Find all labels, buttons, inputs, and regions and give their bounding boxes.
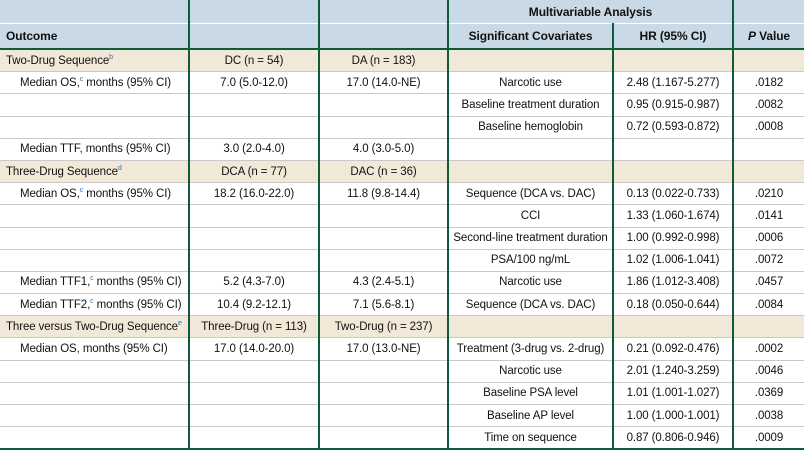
hr-cell: 1.86 (1.012-3.408)	[613, 271, 733, 293]
header-blank-1	[0, 0, 189, 24]
outcome-label: Median TTF, months (95% CI)	[20, 143, 171, 156]
header-blank-2	[189, 0, 319, 24]
outcome-label-suffix: months (95% CI)	[83, 187, 172, 200]
group-a-value	[189, 427, 319, 450]
hr-cell	[613, 160, 733, 182]
covariates-column-header: Significant Covariates	[448, 24, 613, 50]
outcome-cell	[0, 338, 189, 360]
table-row	[0, 116, 804, 138]
group-a-value: 5.2 (4.3-7.0)	[189, 271, 319, 293]
covariate-cell: Baseline treatment duration	[448, 94, 613, 116]
group-a-value: DCA (n = 77)	[189, 160, 319, 182]
p-value-cell: .0046	[733, 360, 804, 382]
hr-cell: 0.87 (0.806-0.946)	[613, 427, 733, 450]
covariate-cell: Sequence (DCA vs. DAC)	[448, 183, 613, 205]
hr-cell	[613, 138, 733, 160]
table-row	[0, 427, 804, 450]
table-row	[0, 72, 804, 94]
outcome-label: Median TTF1,	[20, 276, 91, 289]
group-b-value	[319, 382, 448, 404]
p-value-cell	[733, 138, 804, 160]
outcome-label: Median OS, months (95% CI)	[20, 343, 168, 356]
outcome-label: Three versus Two-Drug Sequence	[6, 320, 178, 333]
table-body	[0, 49, 804, 449]
outcome-cell	[0, 249, 189, 271]
group-row	[0, 160, 804, 182]
outcome-label-suffix: months (95% CI)	[93, 276, 182, 289]
table-row	[0, 249, 804, 271]
p-value-cell: .0210	[733, 183, 804, 205]
p-value-cell: .0457	[733, 271, 804, 293]
outcome-column-header: Outcome	[0, 24, 189, 50]
hr-cell: 1.02 (1.006-1.041)	[613, 249, 733, 271]
group-b-value	[319, 360, 448, 382]
covariate-cell: Narcotic use	[448, 72, 613, 94]
group-b-value: 4.3 (2.4-5.1)	[319, 271, 448, 293]
group-b-value: DAC (n = 36)	[319, 160, 448, 182]
outcome-cell	[0, 72, 189, 94]
p-value-cell: .0141	[733, 205, 804, 227]
group-a-value: 7.0 (5.0-12.0)	[189, 72, 319, 94]
p-value-cell: .0038	[733, 405, 804, 427]
group-b-value	[319, 227, 448, 249]
group-b-value	[319, 205, 448, 227]
outcome-cell	[0, 94, 189, 116]
header-row-columns	[0, 24, 804, 50]
hr-cell: 1.33 (1.060-1.674)	[613, 205, 733, 227]
group-b-value: 17.0 (14.0-NE)	[319, 72, 448, 94]
hr-cell: 1.00 (1.000-1.001)	[613, 405, 733, 427]
table-row	[0, 382, 804, 404]
multivariable-analysis-heading: Multivariable Analysis	[448, 0, 733, 24]
group-b-value: 4.0 (3.0-5.0)	[319, 138, 448, 160]
covariate-cell: Baseline PSA level	[448, 382, 613, 404]
p-rest: Value	[755, 29, 790, 43]
p-value-cell: .0006	[733, 227, 804, 249]
footnote-marker[interactable]: c	[79, 186, 84, 194]
outcome-cell	[0, 116, 189, 138]
hr-cell: 0.13 (0.022-0.733)	[613, 183, 733, 205]
hr-cell	[613, 49, 733, 72]
table-row	[0, 138, 804, 160]
outcome-cell	[0, 227, 189, 249]
footnote-marker[interactable]: c	[90, 275, 94, 283]
covariate-cell	[448, 316, 613, 338]
group-b-value	[319, 405, 448, 427]
group-a-value	[189, 382, 319, 404]
hr-cell: 1.01 (1.001-1.027)	[613, 382, 733, 404]
outcome-cell	[0, 405, 189, 427]
group-a-value: Three-Drug (n = 113)	[189, 316, 319, 338]
group-b-value	[319, 427, 448, 450]
group-b-value: Two-Drug (n = 237)	[319, 316, 448, 338]
footnote-marker[interactable]: c	[79, 75, 84, 83]
footnote-marker[interactable]: d	[117, 164, 122, 172]
outcome-label: Median OS,	[20, 187, 80, 200]
group-b-value: DA (n = 183)	[319, 49, 448, 72]
table-row	[0, 183, 804, 205]
table-row	[0, 360, 804, 382]
outcome-label: Median OS,	[20, 76, 80, 89]
outcome-cell	[0, 183, 189, 205]
hr-cell: 0.18 (0.050-0.644)	[613, 294, 733, 316]
outcome-label: Two-Drug Sequence	[6, 54, 110, 67]
table-row	[0, 294, 804, 316]
table-row	[0, 94, 804, 116]
column-header-blank-2	[189, 24, 319, 50]
table-row	[0, 227, 804, 249]
p-value-cell: .0072	[733, 249, 804, 271]
p-value-cell: .0009	[733, 427, 804, 450]
p-value-cell: .0082	[733, 94, 804, 116]
hr-cell: 0.72 (0.593-0.872)	[613, 116, 733, 138]
header-blank-3	[319, 0, 448, 24]
outcome-label: Median TTF2,	[20, 298, 91, 311]
outcome-cell	[0, 316, 189, 338]
covariate-cell	[448, 138, 613, 160]
hr-cell: 2.48 (1.167-5.277)	[613, 72, 733, 94]
group-a-value	[189, 405, 319, 427]
outcome-cell	[0, 360, 189, 382]
outcome-cell	[0, 427, 189, 450]
p-value-cell	[733, 160, 804, 182]
p-value-cell: .0002	[733, 338, 804, 360]
p-letter: P	[748, 29, 756, 43]
group-a-value	[189, 205, 319, 227]
p-value-cell: .0182	[733, 72, 804, 94]
outcome-label-suffix: months (95% CI)	[93, 298, 182, 311]
p-value-cell: .0369	[733, 382, 804, 404]
hr-cell: 1.00 (0.992-0.998)	[613, 227, 733, 249]
group-b-value: 7.1 (5.6-8.1)	[319, 294, 448, 316]
group-a-value	[189, 94, 319, 116]
outcome-label: Three-Drug Sequence	[6, 165, 118, 178]
hr-cell: 2.01 (1.240-3.259)	[613, 360, 733, 382]
p-value-cell	[733, 49, 804, 72]
table-row	[0, 405, 804, 427]
table-row	[0, 271, 804, 293]
p-value-cell: .0084	[733, 294, 804, 316]
outcome-cell	[0, 205, 189, 227]
hr-cell: 0.21 (0.092-0.476)	[613, 338, 733, 360]
group-a-value: 10.4 (9.2-12.1)	[189, 294, 319, 316]
covariate-cell: Narcotic use	[448, 360, 613, 382]
group-a-value	[189, 116, 319, 138]
hr-cell	[613, 316, 733, 338]
covariate-cell: Sequence (DCA vs. DAC)	[448, 294, 613, 316]
group-b-value: 11.8 (9.8-14.4)	[319, 183, 448, 205]
covariate-cell: Time on sequence	[448, 427, 613, 450]
outcome-cell	[0, 160, 189, 182]
p-value-cell: .0008	[733, 116, 804, 138]
covariate-cell: CCI	[448, 205, 613, 227]
group-b-value: 17.0 (13.0-NE)	[319, 338, 448, 360]
hr-column-header: HR (95% CI)	[613, 24, 733, 50]
group-a-value: 18.2 (16.0-22.0)	[189, 183, 319, 205]
covariate-cell: Narcotic use	[448, 271, 613, 293]
group-a-value: 3.0 (2.0-4.0)	[189, 138, 319, 160]
covariate-cell	[448, 49, 613, 72]
outcome-cell	[0, 294, 189, 316]
group-b-value	[319, 249, 448, 271]
group-a-value	[189, 249, 319, 271]
group-row	[0, 49, 804, 72]
covariate-cell: Baseline hemoglobin	[448, 116, 613, 138]
group-row	[0, 316, 804, 338]
footnote-marker[interactable]: b	[109, 53, 113, 61]
covariate-cell	[448, 160, 613, 182]
header-row-top	[0, 0, 804, 24]
table-row	[0, 338, 804, 360]
column-header-blank-3	[319, 24, 448, 50]
group-a-value	[189, 227, 319, 249]
p-value-cell	[733, 316, 804, 338]
p-value-column-header	[733, 24, 804, 50]
group-a-value: DC (n = 54)	[189, 49, 319, 72]
covariate-cell: Second-line treatment duration	[448, 227, 613, 249]
table-row	[0, 205, 804, 227]
footnote-marker[interactable]: c	[90, 297, 94, 305]
outcome-cell	[0, 271, 189, 293]
hr-cell: 0.95 (0.915-0.987)	[613, 94, 733, 116]
outcome-cell	[0, 382, 189, 404]
header-blank-6	[733, 0, 804, 24]
footnote-marker[interactable]: e	[177, 319, 182, 327]
group-b-value	[319, 94, 448, 116]
group-a-value: 17.0 (14.0-20.0)	[189, 338, 319, 360]
outcome-cell	[0, 49, 189, 72]
group-a-value	[189, 360, 319, 382]
covariate-cell: Baseline AP level	[448, 405, 613, 427]
group-b-value	[319, 116, 448, 138]
outcome-label-suffix: months (95% CI)	[83, 76, 172, 89]
outcome-cell	[0, 138, 189, 160]
covariate-cell: PSA/100 ng/mL	[448, 249, 613, 271]
covariate-cell: Treatment (3-drug vs. 2-drug)	[448, 338, 613, 360]
